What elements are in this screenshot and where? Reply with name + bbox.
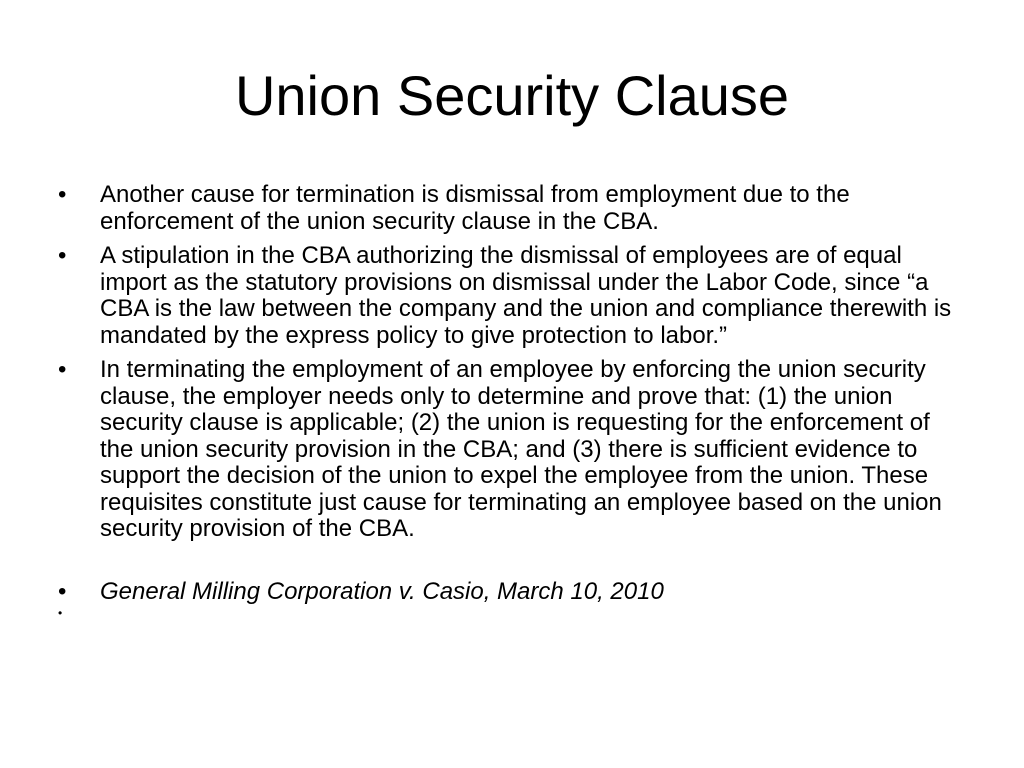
bullet-item bbox=[58, 243, 968, 349]
bullet-text: Another cause for termination is dismissal from employment due to the enforcement of the union security clause in the CBA. bbox=[100, 181, 850, 235]
bullet-text: A stipulation in the CBA authorizing the dismissal of employees are of equal import as the statutory provisions on dismissal under the Labor Code, since “a CBA is the law between the company and the union and compliance therewith is mandated by the express policy to give protection to labor.” bbox=[100, 242, 952, 349]
bullet-item bbox=[58, 182, 968, 235]
citation-item bbox=[58, 579, 968, 606]
bullet-item bbox=[58, 357, 968, 543]
bullet-text: In terminating the employment of an employee by enforcing the union security clause, the employer needs only to determine and prove that: (1) the union security clause is applicable; (2) the union is requesting for the enforcement of the union security provision in the CBA; and (3) there is sufficient evidence to support the decision of the union to expel the employee from the union. These requisites constitute just cause for terminating an employee based on the union security provision of the CBA. bbox=[100, 356, 942, 542]
bullet-marker: • bbox=[58, 356, 67, 383]
slide-title: Union Security Clause bbox=[234, 64, 790, 127]
bullet-list bbox=[58, 181, 968, 620]
bullet-marker: • bbox=[58, 181, 67, 208]
case-citation: General Milling Corporation v. Casio, March 10, 2010 bbox=[100, 577, 664, 605]
bullet-marker-small: • bbox=[58, 606, 63, 620]
bullet-marker: • bbox=[58, 242, 67, 269]
bullet-marker: • bbox=[58, 577, 67, 605]
